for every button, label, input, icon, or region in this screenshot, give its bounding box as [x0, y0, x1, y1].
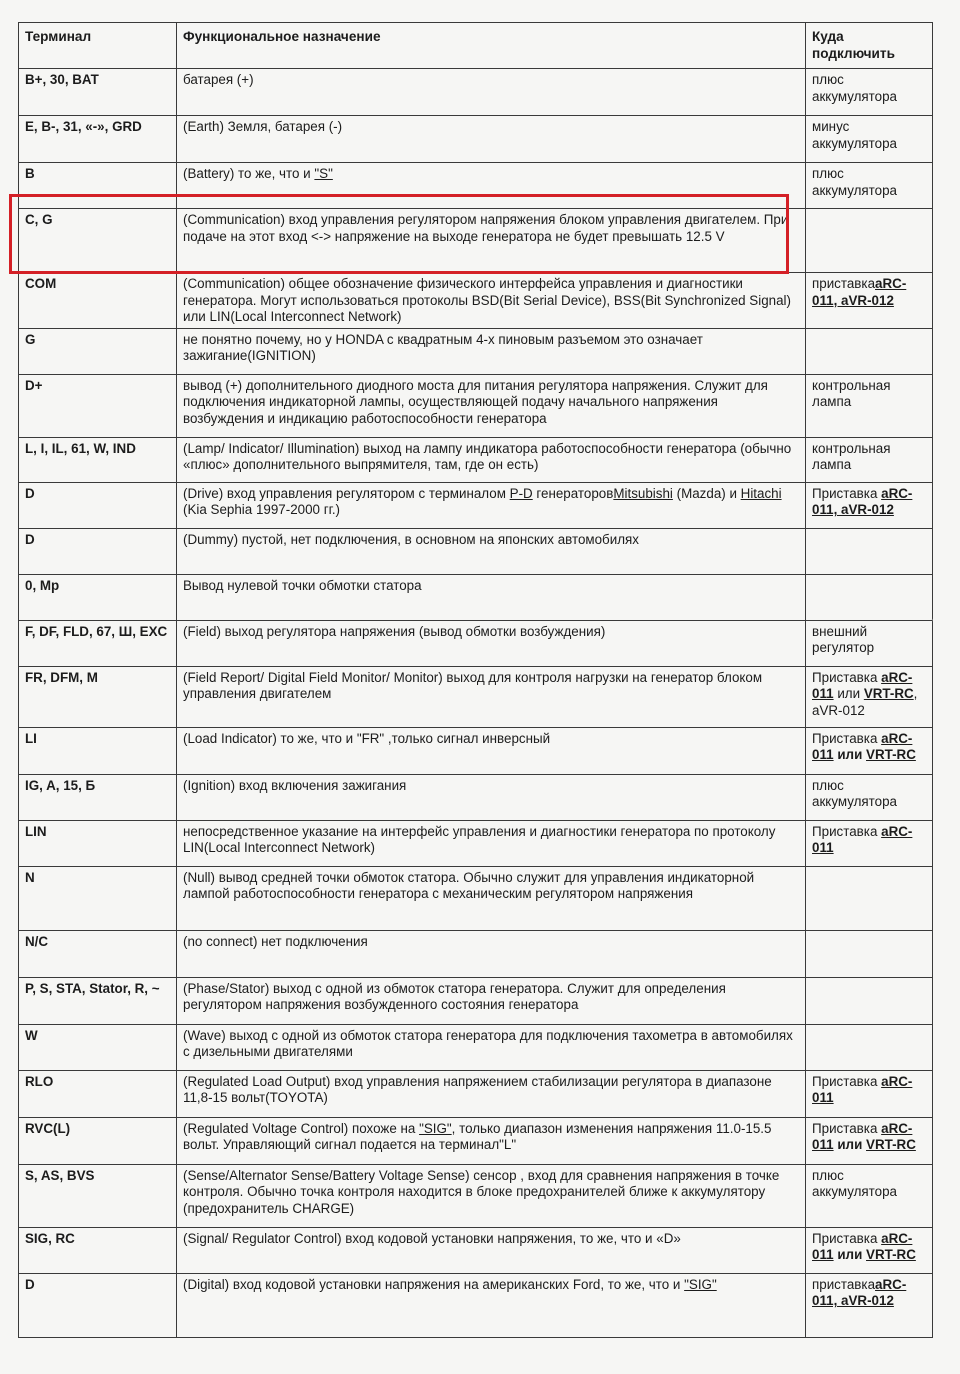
table-row: [19, 116, 933, 163]
connect-part: контрольная лампа: [812, 377, 891, 410]
terminal-cell: C, G: [19, 209, 177, 273]
terminal-cell: COM: [19, 273, 177, 329]
connect-cell: [806, 930, 933, 977]
function-cell: [177, 1117, 806, 1164]
connect-part: aRC-011: [812, 1230, 913, 1263]
connect-part: Приставка: [812, 1230, 882, 1246]
connect-cell: [806, 1117, 933, 1164]
function-part: генераторов: [532, 485, 614, 501]
function-part: (Signal/ Regulator Control) вход кодовой установки напряжения, то же, что и «D»: [183, 1230, 681, 1246]
table-row: [19, 374, 933, 437]
connect-cell: [806, 482, 933, 528]
connect-part: контрольная лампа: [812, 440, 891, 473]
connect-cell: [806, 666, 933, 727]
function-part: (Null) вывод средней точки обмоток статора. Обычно служит для управления индикаторной лампой работоспособности генератора с механическим регулятором напряжения: [183, 869, 755, 902]
function-cell: [177, 930, 806, 977]
function-cell: [177, 727, 806, 774]
terminal-cell: 0, Mp: [19, 574, 177, 620]
connect-cell: [806, 1273, 933, 1337]
terminal-cell: D: [19, 528, 177, 574]
terminal-cell: W: [19, 1024, 177, 1070]
connect-part: aRC-011, aVR-012: [812, 276, 907, 308]
connect-part: VRT-RC: [866, 1137, 916, 1153]
connect-cell: [806, 1227, 933, 1273]
connect-part: Приставка: [812, 1073, 882, 1089]
function-part: непосредственное указание на интерфейс управления и диагностики генератора по протоколу LIN(Local Interconnect Network): [183, 823, 776, 856]
function-part: Вывод нулевой точки обмотки статора: [183, 577, 422, 593]
terminal-cell: LI: [19, 727, 177, 774]
function-cell: [177, 374, 806, 437]
function-cell: [177, 482, 806, 528]
header-function: Функциональное назначение: [177, 23, 806, 69]
header-where: Куда подключить: [806, 23, 933, 69]
table-row: [19, 1227, 933, 1273]
connect-part: , aVR-012: [812, 686, 918, 718]
function-cell: [177, 69, 806, 116]
connect-part: VRT-RC: [866, 747, 916, 763]
connect-cell: [806, 820, 933, 866]
table-body: [19, 23, 933, 1338]
function-part: (Communication) общее обозначение физического интерфейса управления и диагностики генератора. Могут использоваться протоколы BSD(Bit Serial Device), BSS(Bit Synchronized Signal) или LIN(Local Interconnect Network): [183, 276, 791, 325]
table-row: [19, 866, 933, 930]
connect-part: aRC-011, aVR-012: [812, 1276, 907, 1309]
table-row: [19, 620, 933, 666]
terminal-cell: S, AS, BVS: [19, 1164, 177, 1227]
function-part: (Field Report/ Digital Field Monitor/ Monitor) выход для контроля нагрузки на генератор блоком управления двигателем: [183, 669, 763, 702]
terminal-cell: E, B-, 31, «-», GRD: [19, 116, 177, 163]
header-row: [19, 23, 933, 69]
function-part: P-D: [509, 485, 533, 501]
terminal-cell: D: [19, 482, 177, 528]
terminal-cell: FR, DFM, M: [19, 666, 177, 727]
function-part: Mitsubishi: [613, 485, 673, 501]
function-cell: [177, 437, 806, 482]
function-part: (Mazda) и: [672, 485, 741, 501]
connect-part: или: [833, 1247, 867, 1263]
function-part: (Ignition) вход включения зажигания: [183, 777, 407, 793]
table-row: [19, 666, 933, 727]
connect-cell: [806, 1070, 933, 1117]
table-row: [19, 209, 933, 273]
function-cell: [177, 209, 806, 273]
function-cell: [177, 1164, 806, 1227]
connect-cell: [806, 69, 933, 116]
function-cell: [177, 620, 806, 666]
function-part: (Regulated Voltage Control) похоже на: [183, 1120, 420, 1136]
connect-part: внешний регулятор: [812, 623, 875, 656]
connect-part: приставка: [812, 1276, 876, 1292]
function-part: , только диапазон изменения напряжения 11.0-15.5 вольт. Управляющий сигнал подается на терминал"L": [183, 1120, 772, 1153]
table-row: [19, 1024, 933, 1070]
connect-cell: [806, 374, 933, 437]
function-part: не понятно почему, но у HONDA с квадратным 4-х пиновым разъемом это означает зажигание(IGNITION): [183, 331, 703, 364]
function-cell: [177, 116, 806, 163]
connect-part: aRC-011: [812, 823, 913, 856]
table-row: [19, 977, 933, 1024]
terminal-cell: P, S, STA, Stator, R, ~: [19, 977, 177, 1024]
connect-cell: [806, 774, 933, 820]
connect-cell: [806, 273, 933, 329]
connect-part: VRT-RC: [863, 686, 914, 702]
function-part: (Battery) то же, что и: [183, 166, 315, 181]
function-part: "SIG": [419, 1120, 452, 1136]
terminal-cell: IG, A, 15, Б: [19, 774, 177, 820]
table-row: [19, 273, 933, 329]
terminal-cell: N/C: [19, 930, 177, 977]
function-cell: [177, 774, 806, 820]
connect-part: aRC-011: [812, 1120, 913, 1153]
table-row: [19, 727, 933, 774]
function-cell: [177, 273, 806, 329]
function-part: "SIG": [684, 1276, 717, 1292]
connect-part: или: [833, 747, 867, 763]
function-part: (Wave) выход с одной из обмоток статора генератора для подключения тахометра в автомобилях с дизельными двигателями: [183, 1027, 793, 1060]
connect-part: минус аккумулятора: [812, 119, 898, 151]
connect-part: Приставка: [812, 823, 882, 839]
table-row: [19, 163, 933, 209]
function-part: батарея (+): [183, 72, 254, 87]
function-part: (Sense/Alternator Sense/Battery Voltage Sense) сенсор , вход для сравнения напряжения в точке контроля. Обычно точка контроля находится в блоке предохранителей ближе к аккумулятору (предохранитель CHARGE): [183, 1167, 780, 1216]
connect-cell: [806, 163, 933, 209]
connect-cell: [806, 328, 933, 374]
table-row: [19, 774, 933, 820]
connect-cell: [806, 727, 933, 774]
table-row: [19, 1070, 933, 1117]
terminal-cell: SIG, RC: [19, 1227, 177, 1273]
function-part: (Field) выход регулятора напряжения (вывод обмотки возбуждения): [183, 623, 606, 639]
terminal-cell: RVC(L): [19, 1117, 177, 1164]
connect-cell: [806, 574, 933, 620]
connect-part: aRC-011, aVR-012: [812, 485, 913, 518]
function-part: (Drive) вход управления регулятором с терминалом: [183, 485, 510, 501]
table-row: [19, 1273, 933, 1337]
terminal-cell: N: [19, 866, 177, 930]
terminal-cell: RLO: [19, 1070, 177, 1117]
connect-part: aRC-011: [812, 1073, 913, 1106]
function-cell: [177, 1024, 806, 1070]
connect-cell: [806, 209, 933, 273]
table-row: [19, 1117, 933, 1164]
function-part: (Earth) Земля, батарея (-): [183, 119, 343, 134]
connect-part: Приставка: [812, 730, 882, 746]
function-part: (Digital) вход кодовой установки напряжения на американских Ford, то же, что и: [183, 1276, 685, 1292]
function-cell: [177, 977, 806, 1024]
function-cell: [177, 866, 806, 930]
terminal-cell: B+, 30, BAT: [19, 69, 177, 116]
table-row: [19, 930, 933, 977]
connect-part: Приставка: [812, 1120, 882, 1136]
function-cell: [177, 1070, 806, 1117]
connect-cell: [806, 437, 933, 482]
connect-cell: [806, 866, 933, 930]
function-part: (Kia Sephia 1997-2000 гг.): [183, 502, 341, 518]
connect-part: приставка: [812, 276, 876, 291]
table-row: [19, 328, 933, 374]
function-cell: [177, 1227, 806, 1273]
function-cell: [177, 1273, 806, 1337]
connect-part: aRC-011: [812, 730, 913, 763]
connect-part: плюс аккумулятора: [812, 166, 898, 198]
terminal-table: [18, 22, 933, 1338]
terminal-cell: B: [19, 163, 177, 209]
table-row: [19, 820, 933, 866]
table-row: [19, 1164, 933, 1227]
table-row: [19, 528, 933, 574]
function-cell: [177, 666, 806, 727]
connect-part: VRT-RC: [866, 1247, 916, 1263]
function-part: (Phase/Stator) выход с одной из обмоток статора генератора. Служит для определения регулятором напряжения возбужденного состояния генератора: [183, 980, 726, 1013]
function-cell: [177, 328, 806, 374]
function-part: (Dummy) пустой, нет подключения, в основном на японских автомобилях: [183, 531, 639, 547]
connect-cell: [806, 1024, 933, 1070]
function-part: "S": [314, 166, 333, 181]
connect-part: или: [833, 686, 864, 702]
function-part: Hitachi: [740, 485, 782, 501]
connect-cell: [806, 1164, 933, 1227]
connect-part: Приставка: [812, 669, 882, 685]
terminal-cell: L, I, IL, 61, W, IND: [19, 437, 177, 482]
function-part: вывод (+) дополнительного диодного моста для питания регулятора напряжения. Служит для подключения индикаторной лампы, осуществляющей подачу начального напряжения возбуждения и индикацию работоспособности генератора: [183, 377, 768, 426]
connect-cell: [806, 116, 933, 163]
connect-part: Приставка: [812, 485, 882, 501]
header-terminal: Терминал: [19, 23, 177, 69]
connect-cell: [806, 528, 933, 574]
connect-part: плюс аккумулятора: [812, 1167, 898, 1200]
function-cell: [177, 163, 806, 209]
table-row: [19, 574, 933, 620]
table-row: [19, 69, 933, 116]
connect-part: или: [833, 1137, 867, 1153]
connect-cell: [806, 620, 933, 666]
function-cell: [177, 574, 806, 620]
function-part: (no connect) нет подключения: [183, 933, 368, 949]
terminal-cell: D: [19, 1273, 177, 1337]
terminal-cell: G: [19, 328, 177, 374]
function-cell: [177, 820, 806, 866]
function-part: (Lamp/ Indicator/ Illumination) выход на лампу индикатора работоспособности генератора (обычно «плюс» дополнительного выпрямителя, там, где он есть): [183, 440, 792, 473]
table-row: [19, 437, 933, 482]
table-row: [19, 482, 933, 528]
connect-part: плюс аккумулятора: [812, 777, 898, 810]
terminal-cell: F, DF, FLD, 67, Ш, EXC: [19, 620, 177, 666]
function-part: (Regulated Load Output) вход управления напряжением стабилизации регулятора в диапазоне 11,8-15 вольт(TOYOTA): [183, 1073, 772, 1106]
function-part: (Load Indicator) то же, что и "FR" ,только сигнал инверсный: [183, 730, 551, 746]
connect-cell: [806, 977, 933, 1024]
connect-part: плюс аккумулятора: [812, 72, 898, 104]
function-cell: [177, 528, 806, 574]
connect-part: aRC-011: [812, 669, 913, 702]
terminal-cell: D+: [19, 374, 177, 437]
function-part: (Communication) вход управления регулятором напряжения блоком управления двигателем. При подаче на этот вход <-> напряжение на выходе генератора не будет превышать 12.5 V: [183, 212, 789, 244]
terminal-cell: LIN: [19, 820, 177, 866]
scan-mark: ,: [931, 612, 934, 623]
